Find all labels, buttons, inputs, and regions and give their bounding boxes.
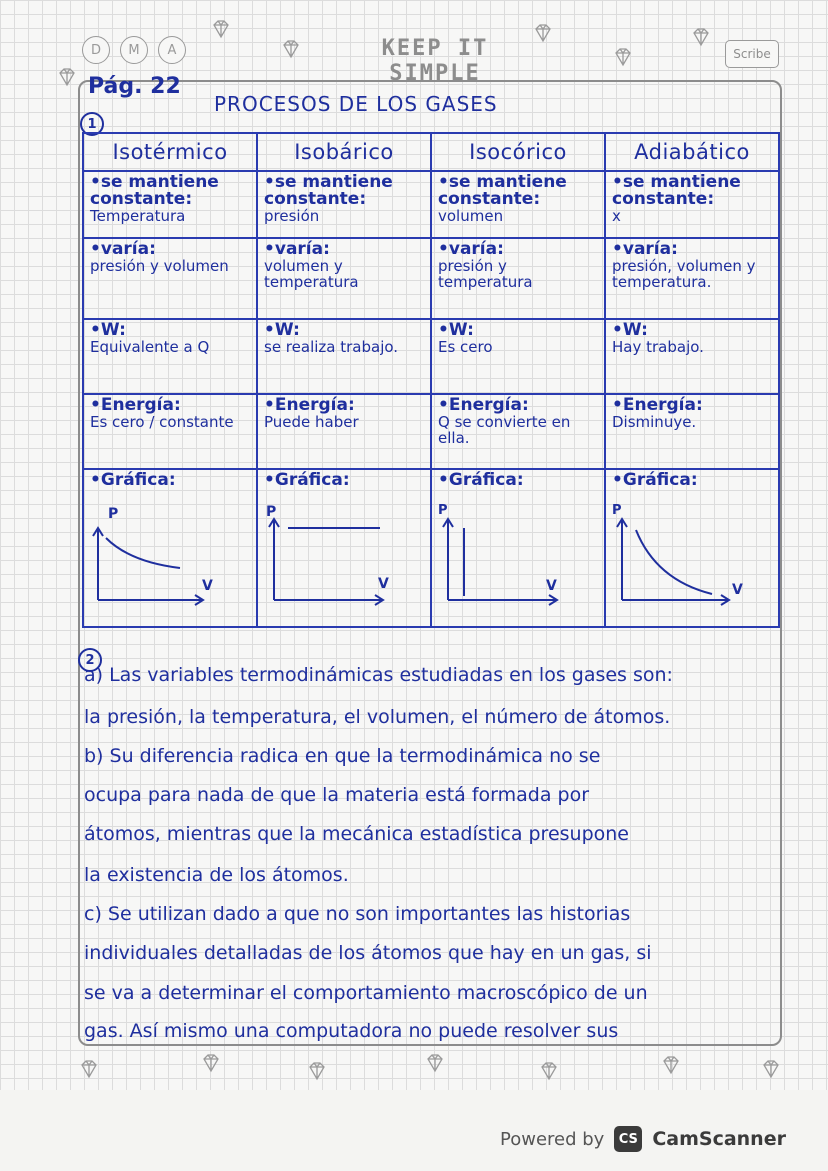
- cell-value: Es cero / constante: [90, 413, 234, 432]
- header-circle-a: A: [158, 36, 186, 64]
- text-line: la presión, la temperatura, el volumen, el número de átomos.: [84, 706, 671, 728]
- table-cell: [431, 238, 605, 319]
- cell-value: Hay trabajo.: [612, 338, 704, 357]
- cell-value: presión: [264, 207, 320, 226]
- diamond-icon: [532, 22, 554, 44]
- cell-label: •W:: [264, 320, 300, 341]
- table-cell: [431, 394, 605, 469]
- cell-label: •varía:: [438, 239, 504, 260]
- text-line: ocupa para nada de que la materia está formada por: [84, 784, 590, 806]
- cell-value: x: [612, 207, 621, 226]
- table-header-row: [83, 133, 779, 171]
- header-isochoric: Isocórico: [431, 133, 605, 171]
- page-number: Pág. 22: [88, 74, 181, 99]
- header-circle-m: M: [120, 36, 148, 64]
- cell-value: volumen: [438, 207, 504, 226]
- table-cell: [431, 319, 605, 394]
- axis-v-label: V: [378, 576, 389, 593]
- diamond-icon: [660, 1054, 682, 1076]
- diamond-icon: [280, 38, 302, 60]
- cell-label: •Energía:: [264, 395, 355, 416]
- cell-label: •W:: [612, 320, 648, 341]
- isotherm-curve: [106, 538, 180, 568]
- table-cell: [83, 238, 257, 319]
- camscanner-watermark: [500, 1118, 810, 1160]
- diamond-icon: [424, 1052, 446, 1074]
- axis-v-label: V: [732, 582, 743, 599]
- cell-label: •Energía:: [612, 395, 703, 416]
- table-row-work: [83, 319, 779, 394]
- header-circle-d: D: [82, 36, 110, 64]
- table-cell: [257, 319, 431, 394]
- table-cell: [83, 319, 257, 394]
- table-cell: [605, 238, 779, 319]
- camscanner-name: CamScanner: [652, 1128, 786, 1150]
- cell-value: Disminuye.: [612, 413, 697, 432]
- table-cell: [257, 394, 431, 469]
- cell-value: presión y volumen: [90, 257, 229, 276]
- table-cell: [605, 319, 779, 394]
- adiabatic-graph: [612, 500, 772, 610]
- table-cell: [257, 238, 431, 319]
- axis-p-label: P: [108, 506, 119, 523]
- scribe-badge: Scribe: [725, 40, 779, 68]
- cell-label: •se mantiene constante:: [438, 172, 567, 210]
- diamond-icon: [200, 1052, 222, 1074]
- diamond-icon: [56, 66, 78, 88]
- diamond-icon: [210, 18, 232, 40]
- cell-label: •Energía:: [90, 395, 181, 416]
- cell-label: •Gráfica:: [90, 470, 176, 491]
- cell-label: •Gráfica:: [438, 470, 524, 491]
- text-line: b) Su diferencia radica en que la termodinámica no se: [84, 745, 601, 767]
- cell-label: •se mantiene constante:: [90, 172, 219, 210]
- table-cell: [605, 394, 779, 469]
- table-cell: [605, 469, 779, 627]
- cell-label: •se mantiene constante:: [264, 172, 393, 210]
- gas-processes-table: [82, 132, 780, 628]
- text-line: átomos, mientras que la mecánica estadística presupone: [84, 823, 629, 845]
- isothermal-graph: [90, 500, 230, 610]
- diamond-icon: [760, 1058, 782, 1080]
- table-cell: [257, 469, 431, 627]
- table-cell: [83, 394, 257, 469]
- table-row-constant: [83, 171, 779, 238]
- cell-label: •W:: [90, 320, 126, 341]
- diamond-icon: [538, 1060, 560, 1082]
- axis-p-label: P: [612, 503, 622, 519]
- axis-p-label: P: [266, 504, 277, 521]
- table-cell: [431, 469, 605, 627]
- cell-value: Es cero: [438, 338, 493, 357]
- cell-label: •W:: [438, 320, 474, 341]
- isochoric-graph: [438, 500, 578, 610]
- cell-value: Temperatura: [90, 207, 186, 226]
- brand-title: KEEP IT SIMPLE: [381, 36, 489, 86]
- cell-value: Equivalente a Q: [90, 338, 210, 357]
- cell-value: se realiza trabajo.: [264, 338, 399, 357]
- header-isothermal: Isotérmico: [83, 133, 257, 171]
- table-cell: [83, 171, 257, 238]
- header-isobaric: Isobárico: [257, 133, 431, 171]
- cell-label: •Gráfica:: [264, 470, 350, 491]
- cell-value: presión y temperatura: [438, 257, 533, 292]
- section-number-2: 2: [78, 648, 102, 672]
- diamond-icon: [690, 26, 712, 48]
- table-row-varies: [83, 238, 779, 319]
- cell-label: •se mantiene constante:: [612, 172, 741, 210]
- diamond-icon: [612, 46, 634, 68]
- diamond-icon: [78, 1058, 100, 1080]
- powered-by-text: Powered by: [500, 1128, 605, 1150]
- cell-label: •Energía:: [438, 395, 529, 416]
- text-line: gas. Así mismo una computadora no puede resolver sus: [84, 1020, 619, 1042]
- text-line: se va a determinar el comportamiento macroscópico de un: [84, 982, 648, 1004]
- cell-value: presión, volumen y temperatura.: [612, 257, 756, 292]
- table-row-energy: [83, 394, 779, 469]
- cell-value: Q se convierte en ella.: [438, 413, 571, 448]
- cell-label: •Gráfica:: [612, 470, 698, 491]
- text-line: c) Se utilizan dado a que no son importantes las historias: [84, 903, 631, 925]
- table-cell: [257, 171, 431, 238]
- camscanner-logo-icon: CS: [614, 1126, 642, 1152]
- text-line: individuales detalladas de los átomos que hay en un gas, si: [84, 942, 652, 964]
- table-row-graph: [83, 469, 779, 627]
- text-line: a) Las variables termodinámicas estudiadas en los gases son:: [84, 664, 673, 686]
- page-title: PROCESOS DE LOS GASES: [214, 92, 498, 116]
- axis-v-label: V: [202, 578, 213, 595]
- cell-label: •varía:: [612, 239, 678, 260]
- table-cell: [431, 171, 605, 238]
- table-cell: [83, 469, 257, 627]
- table-cell: [605, 171, 779, 238]
- cell-label: •varía:: [264, 239, 330, 260]
- section-number-1: 1: [80, 112, 104, 136]
- text-line: la existencia de los átomos.: [84, 864, 349, 886]
- adiabat-curve: [636, 530, 712, 594]
- diamond-icon: [306, 1060, 328, 1082]
- axis-v-label: V: [546, 578, 557, 595]
- cell-value: volumen y temperatura: [264, 257, 359, 292]
- cell-label: •varía:: [90, 239, 156, 260]
- cell-value: Puede haber: [264, 413, 359, 432]
- header-adiabatic: Adiabático: [605, 133, 779, 171]
- axis-p-label: P: [438, 503, 448, 519]
- isobaric-graph: [264, 500, 404, 610]
